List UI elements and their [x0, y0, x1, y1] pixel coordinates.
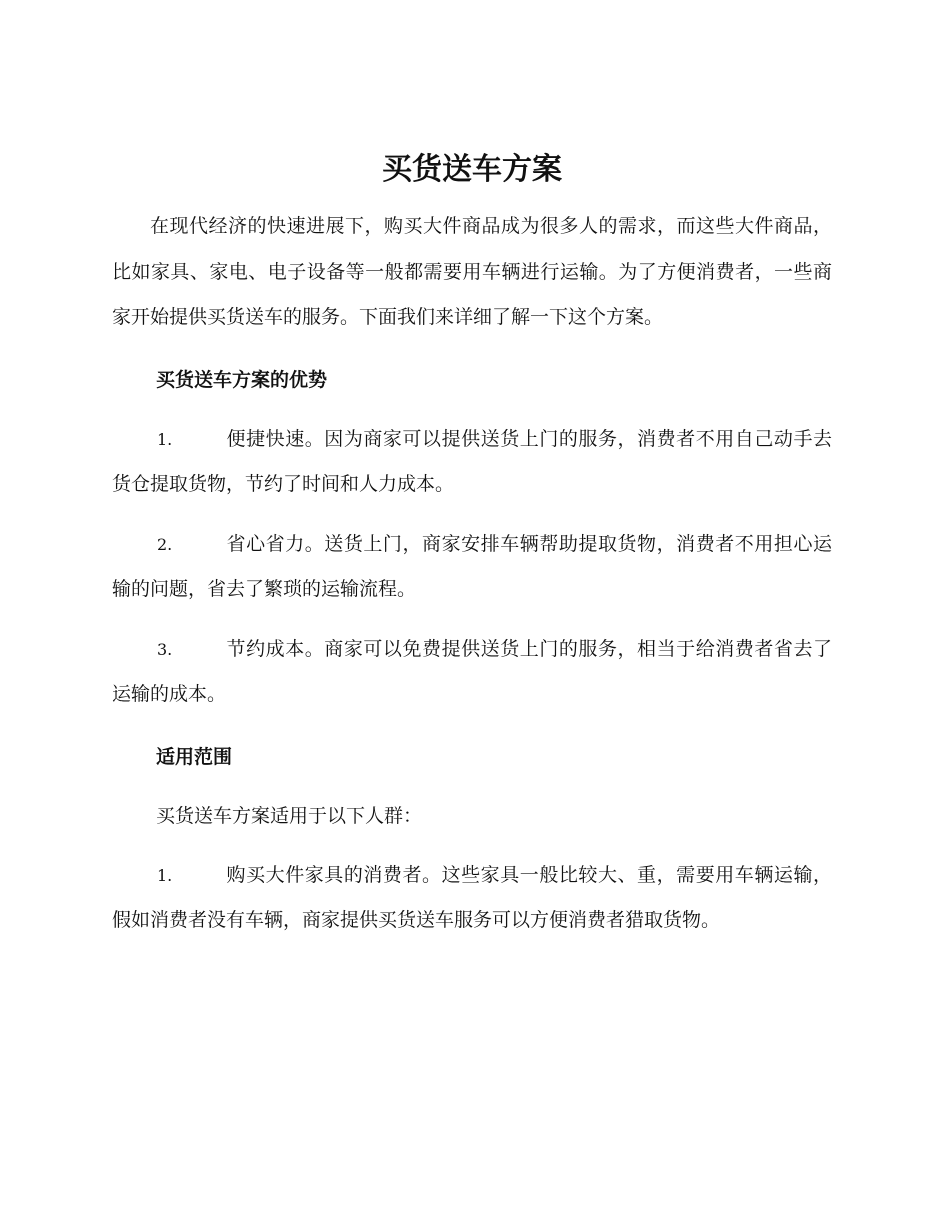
intro-paragraph: 在现代经济的快速进展下，购买大件商品成为很多人的需求，而这些大件商品，比如家具、家电、电子设备等一般都需要用车辆进行运输。为了方便消费者，一些商家开始提供买货送车的服务。下面我们来详细了解一下这个方案。: [112, 215, 832, 328]
list-item-number: 3.: [157, 639, 173, 659]
list-item-number: 2.: [157, 534, 173, 554]
list-item-text: 节约成本。商家可以免费提供送货上门的服务，相当于给消费者省去了运输的成本。: [112, 637, 832, 705]
section-heading-advantages: 买货送车方案的优势: [156, 368, 328, 391]
list-item-text: 便捷快速。因为商家可以提供送货上门的服务，消费者不用自己动手去货仓提取货物，节约了时间和人力成本。: [112, 427, 832, 495]
list-item: [112, 522, 832, 613]
list-item: [112, 417, 832, 508]
list-item-text: 省心省力。送货上门，商家安排车辆帮助提取货物，消费者不用担心运输的问题，省去了繁琐的运输流程。: [112, 532, 832, 600]
document-title: 买货送车方案: [382, 152, 562, 187]
list-item-number: 1.: [157, 429, 173, 449]
list-item: [112, 627, 832, 718]
list-item: [112, 853, 832, 944]
list-item-number: 1.: [157, 865, 173, 885]
scope-lead-text: 买货送车方案适用于以下人群：: [156, 804, 423, 827]
list-item-text: 购买大件家具的消费者。这些家具一般比较大、重，需要用车辆运输，假如消费者没有车辆，商家提供买货送车服务可以方便消费者猎取货物。: [112, 863, 832, 931]
section-heading-scope: 适用范围: [156, 745, 233, 768]
